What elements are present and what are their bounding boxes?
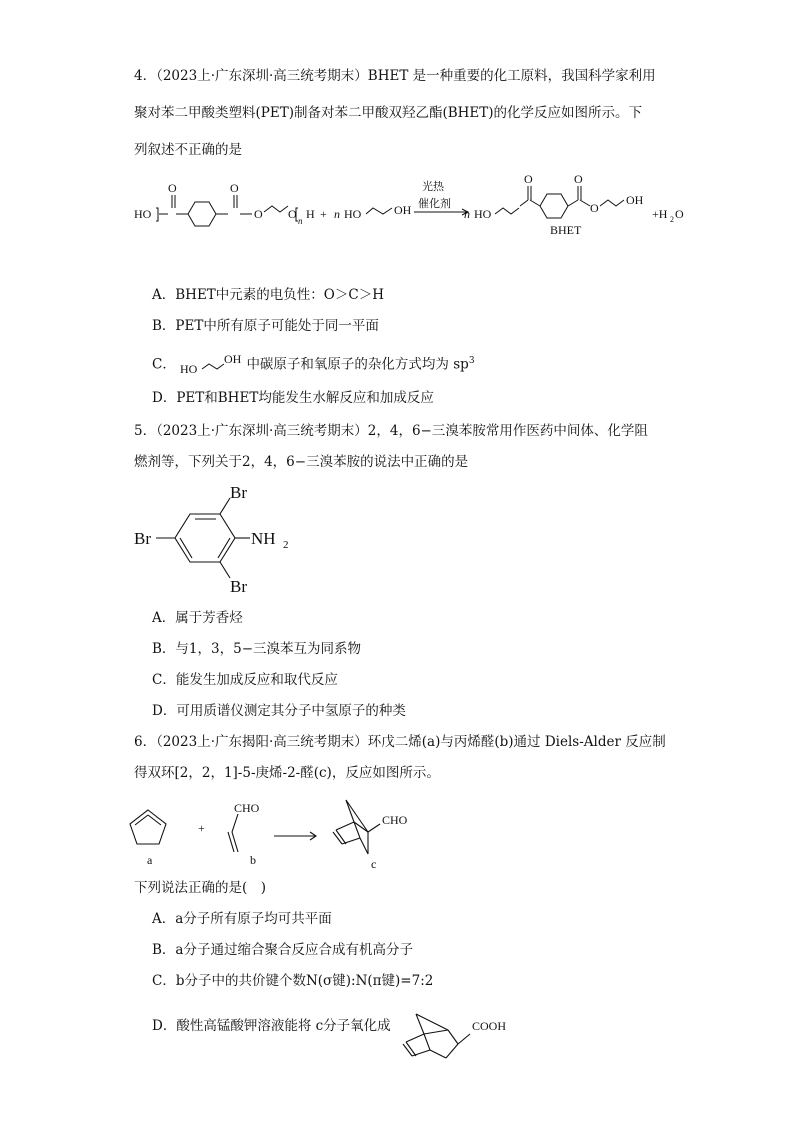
q5-nh: NH <box>251 529 276 548</box>
q4-eq-o-bhet1: O <box>524 172 533 186</box>
q5-option-b[interactable]: B．与1，3，5−三溴苯互为同系物 <box>152 641 361 657</box>
q4-eq-o-bhet3: O <box>590 201 599 215</box>
q5-br-top: Br <box>230 483 247 502</box>
q4-eq-cond-bottom: 催化剂 <box>418 197 451 210</box>
q4-option-c-sup: 3 <box>468 356 475 366</box>
q6-cooh: COOH <box>472 1019 507 1033</box>
q6-plus: + <box>198 821 205 835</box>
q4-eq-ho-prefix: HO <box>134 207 152 221</box>
q6-diels-alder-scheme <box>128 796 448 876</box>
q4-eq-h2o-o: O <box>675 207 684 221</box>
q4-eq-o-top1: O <box>168 181 177 195</box>
q5-tribromoaniline-structure <box>132 482 302 602</box>
q4-eq-o-link2: O <box>288 207 297 221</box>
q5-stem-line1: 5．（2023上·广东深圳·高三统考期末）2，4，6−三溴苯胺常用作医药中间体、化学阻 <box>134 423 648 439</box>
q6-label-b: b <box>250 853 256 867</box>
q6-option-a[interactable]: A．a分子所有原子均可共平面 <box>152 911 332 927</box>
q4-eq-n-coef2: n <box>464 207 470 221</box>
q4-eq-oh2: OH <box>626 193 644 207</box>
q5-br-bottom: Br <box>230 577 247 596</box>
q4-eq-plus: + <box>320 207 327 221</box>
q5-option-a[interactable]: A．属于芳香烃 <box>152 610 243 626</box>
q4-option-a[interactable]: A．BHET中元素的电负性：O＞C＞H <box>152 287 384 303</box>
q5-option-d[interactable]: D．可用质谱仪测定其分子中氢原子的种类 <box>152 703 406 719</box>
q4-option-c-suffix: 中碳原子和氧原子的杂化方式均为 sp <box>246 356 469 373</box>
q4-stem-line2: 聚对苯二甲酸类塑料(PET)制备对苯二甲酸双羟乙酯(BHET)的化学反应如图所示。下 <box>134 105 643 121</box>
q6-option-c[interactable]: C．b分子中的共价键个数N(σ键):N(π键)=7:2 <box>152 973 434 989</box>
q4-eq-h2o: +H <box>652 207 668 221</box>
q6-prompt: 下列说法正确的是( ) <box>134 880 267 896</box>
q4-eq-h2o-sub: 2 <box>670 215 674 224</box>
q4-stem-line1: 4．（2023上·广东深圳·高三统考期末）BHET 是一种重要的化工原料，我国科学家利用 <box>134 68 656 84</box>
q4-reaction-equation <box>130 172 690 242</box>
q4-eq-bhet-label: BHET <box>550 223 582 237</box>
q6-label-c: c <box>371 857 377 871</box>
q4-stem-line3: 列叙述不正确的是 <box>134 142 242 158</box>
q6-cho-b: CHO <box>234 801 260 815</box>
q6-option-d[interactable]: D．酸性高锰酸钾溶液能将 c分子氧化成 <box>152 1018 391 1034</box>
q4-eq-o-link: O <box>254 207 263 221</box>
q5-stem-line2: 燃剂等，下列关于2，4，6−三溴苯胺的说法中正确的是 <box>134 454 469 470</box>
q4-option-c-prefix: C． <box>152 356 176 373</box>
q6-cho-c: CHO <box>382 813 408 827</box>
q4-eq-h-end: H <box>306 207 315 221</box>
q4-option-c-oh: OH <box>224 352 242 366</box>
q4-option-c-glycol-structure <box>180 353 242 377</box>
q4-option-b[interactable]: B．PET中所有原子可能处于同一平面 <box>152 318 379 334</box>
q5-br-left: Br <box>134 529 151 548</box>
q4-eq-n-coef: n <box>334 207 340 221</box>
q6-label-a: a <box>147 853 153 867</box>
q5-option-c[interactable]: C．能发生加成反应和取代反应 <box>152 672 338 688</box>
q4-option-c[interactable] <box>152 352 475 377</box>
q4-option-c-ho: HO <box>180 362 198 376</box>
q6-option-d-cooh-structure <box>398 1006 528 1066</box>
q4-eq-ho: HO <box>344 207 362 221</box>
q4-eq-o-bhet2: O <box>574 172 583 186</box>
q4-eq-oh: OH <box>394 203 412 217</box>
q5-nh-sub: 2 <box>283 539 289 551</box>
q4-option-d[interactable]: D．PET和BHET均能发生水解反应和加成反应 <box>152 390 434 406</box>
q4-eq-cond-top: 光热 <box>422 180 444 193</box>
q6-stem-line1: 6．（2023上·广东揭阳·高三统考期末）环戊二烯(a)与丙烯醛(b)通过 Diels-Alder 反应制 <box>134 734 666 750</box>
q6-option-b[interactable]: B．a分子通过缩合聚合反应合成有机高分子 <box>152 942 413 958</box>
q4-eq-ho2: HO <box>474 207 492 221</box>
q6-stem-line2: 得双环[2，2，1]-5-庚烯-2-醛(c)，反应如图所示。 <box>134 765 440 781</box>
q4-eq-o-top2: O <box>230 181 239 195</box>
q4-eq-n-sub: n <box>298 216 303 226</box>
